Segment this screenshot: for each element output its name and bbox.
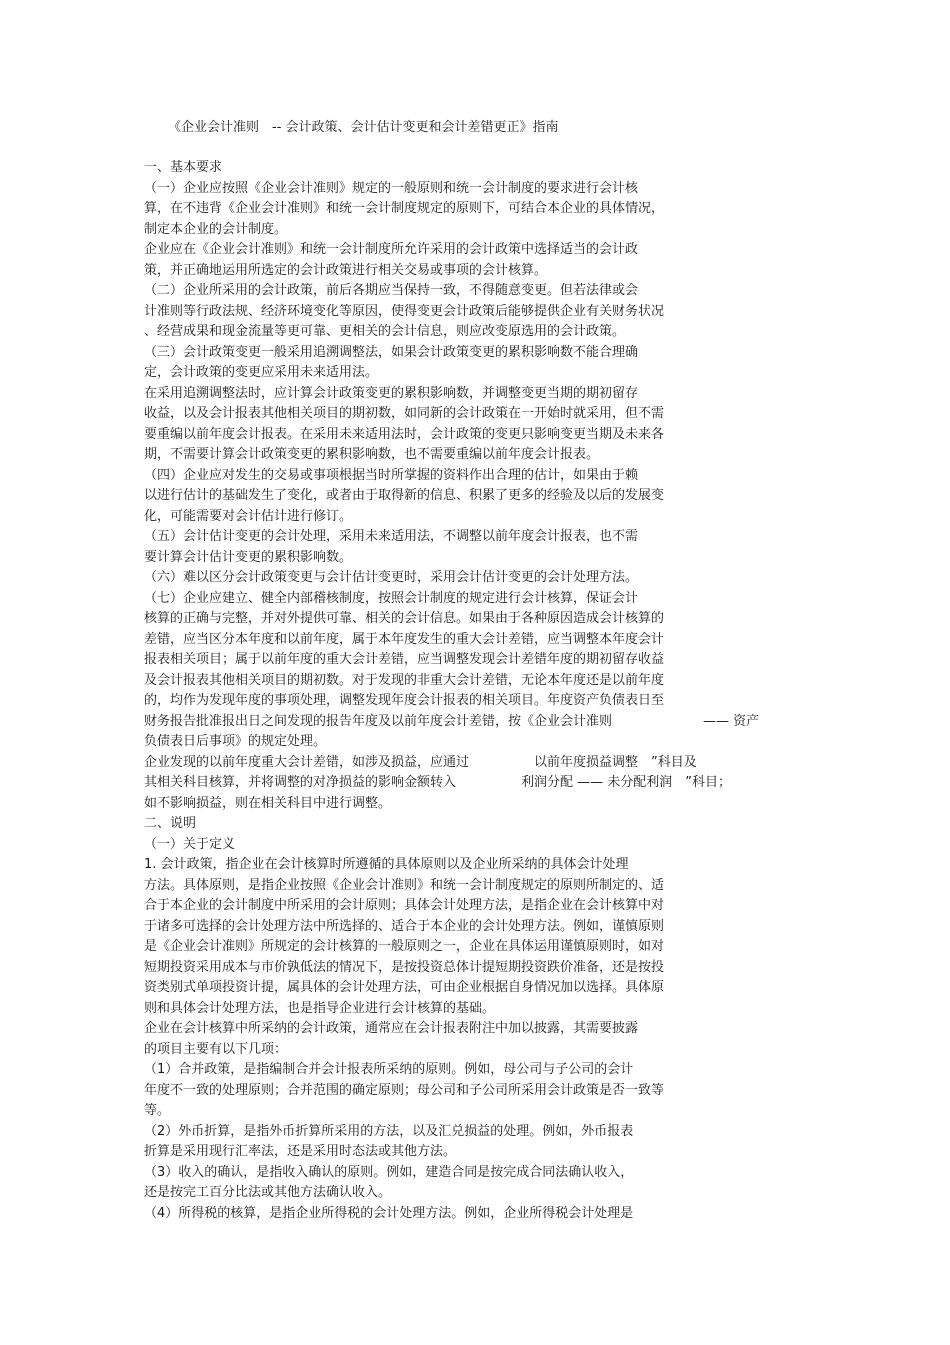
text-line: 在采用追溯调整法时，应计算会计政策变更的累积影响数，并调整变更当期的期初留存 bbox=[144, 385, 639, 401]
text-line: 制定本企业的会计制度。 bbox=[144, 221, 288, 237]
text-line: （六）难以区分会计政策变更与会计估计变更时，采用会计估计变更的会计处理方法。 bbox=[144, 570, 639, 585]
text-line: 、经营成果和现金流量等更可靠、更相关的会计信息，则应改变原选用的会计政策。 bbox=[144, 324, 626, 339]
text-line: （一）关于定义 bbox=[144, 836, 236, 852]
text-line: （4）所得税的核算，是指企业所得税的会计处理方法。例如，企业所得税会计处理是 bbox=[144, 1205, 634, 1221]
text-line: 核算的正确与完整，并对外提供可靠、相关的会计信息。如果由于各种原因造成会计核算的 bbox=[144, 611, 665, 626]
text-line: （四）企业应对发生的交易或事项根据当时所掌握的资料作出合理的估计，如果由于赖 bbox=[144, 467, 639, 483]
text-line: 是《企业会计准则》所规定的会计核算的一般原则之一，企业在具体运用谨慎原则时，如对 bbox=[144, 939, 665, 954]
text-line: （五）会计估计变更的会计处理，采用未来适用法，不调整以前年度会计报表，也不需 bbox=[144, 529, 639, 544]
text-line: 报表相关项目；属于以前年度的重大会计差错，应当调整发现会计差错年度的期初留存收益 bbox=[144, 652, 665, 667]
text-line: 要重编以前年度会计报表。在采用未来适用法时，会计政策的变更只影响变更当期及未来各 bbox=[144, 426, 665, 442]
text-line: 企业应在《企业会计准则》和统一会计制度所允许采用的会计政策中选择适当的会计政 bbox=[144, 242, 639, 257]
text-line: 化，可能需要对会计估计进行修订。 bbox=[144, 508, 353, 524]
text-line: 二、说明 bbox=[144, 816, 197, 831]
text-line: （七）企业应建立、健全内部稽核制度，按照会计制度的规定进行会计核算，保证会计 bbox=[144, 590, 639, 606]
text-line: 1. 会计政策，指企业在会计核算时所遵循的具体原则以及企业所采纳的具体会计处理 bbox=[144, 857, 629, 872]
text-line: （1）合并政策，是指编制合并会计报表所采纳的原则。例如，母公司与子公司的会计 bbox=[144, 1062, 634, 1077]
text-line: 还是按完工百分比法或其他方法确认收入。 bbox=[144, 1185, 392, 1200]
text-line: 收益，以及会计报表其他相关项目的期初数，如同新的会计政策在一开始时就采用，但不需 bbox=[144, 406, 665, 421]
text-line: 其相关科目核算，并将调整的对净损益的影响金额转入 利润分配 —— 未分配利润 ”科目； bbox=[144, 775, 732, 790]
text-line: 企业发现的以前年度重大会计差错，如涉及损益，应通过 以前年度损益调整 ”科目及 bbox=[144, 754, 697, 770]
text-line: 以进行估计的基础发生了变化，或者由于取得新的信息、积累了更多的经验及以后的发展变 bbox=[144, 488, 665, 503]
text-line: 如不影响损益，则在相关科目中进行调整。 bbox=[144, 795, 392, 811]
text-line: （三）会计政策变更一般采用追溯调整法，如果会计政策变更的累积影响数不能合理确 bbox=[144, 344, 639, 360]
text-line: 则和具体会计处理方法，也是指导企业进行会计核算的基础。 bbox=[144, 1000, 496, 1016]
text-line: 负债表日后事项》的规定处理。 bbox=[144, 734, 327, 749]
text-line: 差错，应当区分本年度和以前年度，属于本年度发生的重大会计差错，应当调整本年度会计 bbox=[144, 631, 665, 647]
document-title: 《企业会计准则 -- 会计政策、会计估计变更和会计差错更正》指南 bbox=[168, 120, 559, 135]
text-line: 计准则等行政法规、经济环境变化等原因，使得变更会计政策后能够提供企业有关财务状况 bbox=[144, 303, 665, 319]
text-line: 方法。具体原则，是指企业按照《企业会计准则》和统一会计制度规定的原则所制定的、适 bbox=[144, 877, 665, 893]
text-line: 算，在不违背《企业会计准则》和统一会计制度规定的原则下，可结合本企业的具体情况， bbox=[144, 201, 665, 216]
text-line: 年度不一致的处理原则；合并范围的确定原则；母公司和子公司所采用会计政策是否一致等 bbox=[144, 1082, 665, 1098]
text-line: （二）企业所采用的会计政策，前后各期应当保持一致，不得随意变更。但若法律或会 bbox=[144, 283, 639, 298]
text-line: （一）企业应按照《企业会计准则》规定的一般原则和统一会计制度的要求进行会计核 bbox=[144, 180, 639, 196]
text-line: 要计算会计估计变更的累积影响数。 bbox=[144, 549, 353, 565]
text-line: 策，并正确地运用所选定的会计政策进行相关交易或事项的会计核算。 bbox=[144, 262, 548, 278]
text-line: 的项目主要有以下几项： bbox=[144, 1041, 288, 1057]
text-line: 定，会计政策的变更应采用未来适用法。 bbox=[144, 365, 379, 380]
text-line: 及会计报表其他相关项目的期初数。对于发现的非重大会计差错，无论本年度还是以前年度 bbox=[144, 672, 665, 688]
text-line: 企业在会计核算中所采纳的会计政策，通常应在会计报表附注中加以披露，其需要披露 bbox=[144, 1021, 639, 1036]
text-line: 的，均作为发现年度的事项处理，调整发现年度会计报表的相关项目。年度资产负债表日至 bbox=[144, 693, 665, 708]
text-line: 资类别式单项投资计提，属具体的会计处理方法，可由企业根据自身情况加以选择。具体原 bbox=[144, 980, 665, 995]
text-line: 一、基本要求 bbox=[144, 160, 223, 175]
text-line: 财务报告批准报出日之间发现的报告年度及以前年度会计差错，按《企业会计准则 —— 资产 bbox=[144, 713, 760, 729]
text-line: （3）收入的确认，是指收入确认的原则。例如，建造合同是按完成合同法确认收入， bbox=[144, 1164, 634, 1180]
text-line: 于诸多可选择的会计处理方法中所选择的、适合于本企业的会计处理方法。例如，谨慎原则 bbox=[144, 918, 665, 934]
text-line: 折算是采用现行汇率法，还是采用时态法或其他方法。 bbox=[144, 1144, 457, 1159]
text-line: （2）外币折算，是指外币折算所采用的方法，以及汇兑损益的处理。例如，外币报表 bbox=[144, 1123, 634, 1139]
document-body bbox=[144, 158, 924, 1224]
text-line: 等。 bbox=[144, 1103, 171, 1118]
text-line: 期，不需要计算会计政策变更的累积影响数，也不需要重编以前年度会计报表。 bbox=[144, 447, 600, 462]
text-line: 短期投资采用成本与市价孰低法的情况下，是按投资总体计提短期投资跌价准备，还是按投 bbox=[144, 959, 665, 975]
text-line: 合于本企业的会计制度中所采用的会计原则；具体会计处理方法，是指企业在会计核算中对 bbox=[144, 898, 665, 913]
